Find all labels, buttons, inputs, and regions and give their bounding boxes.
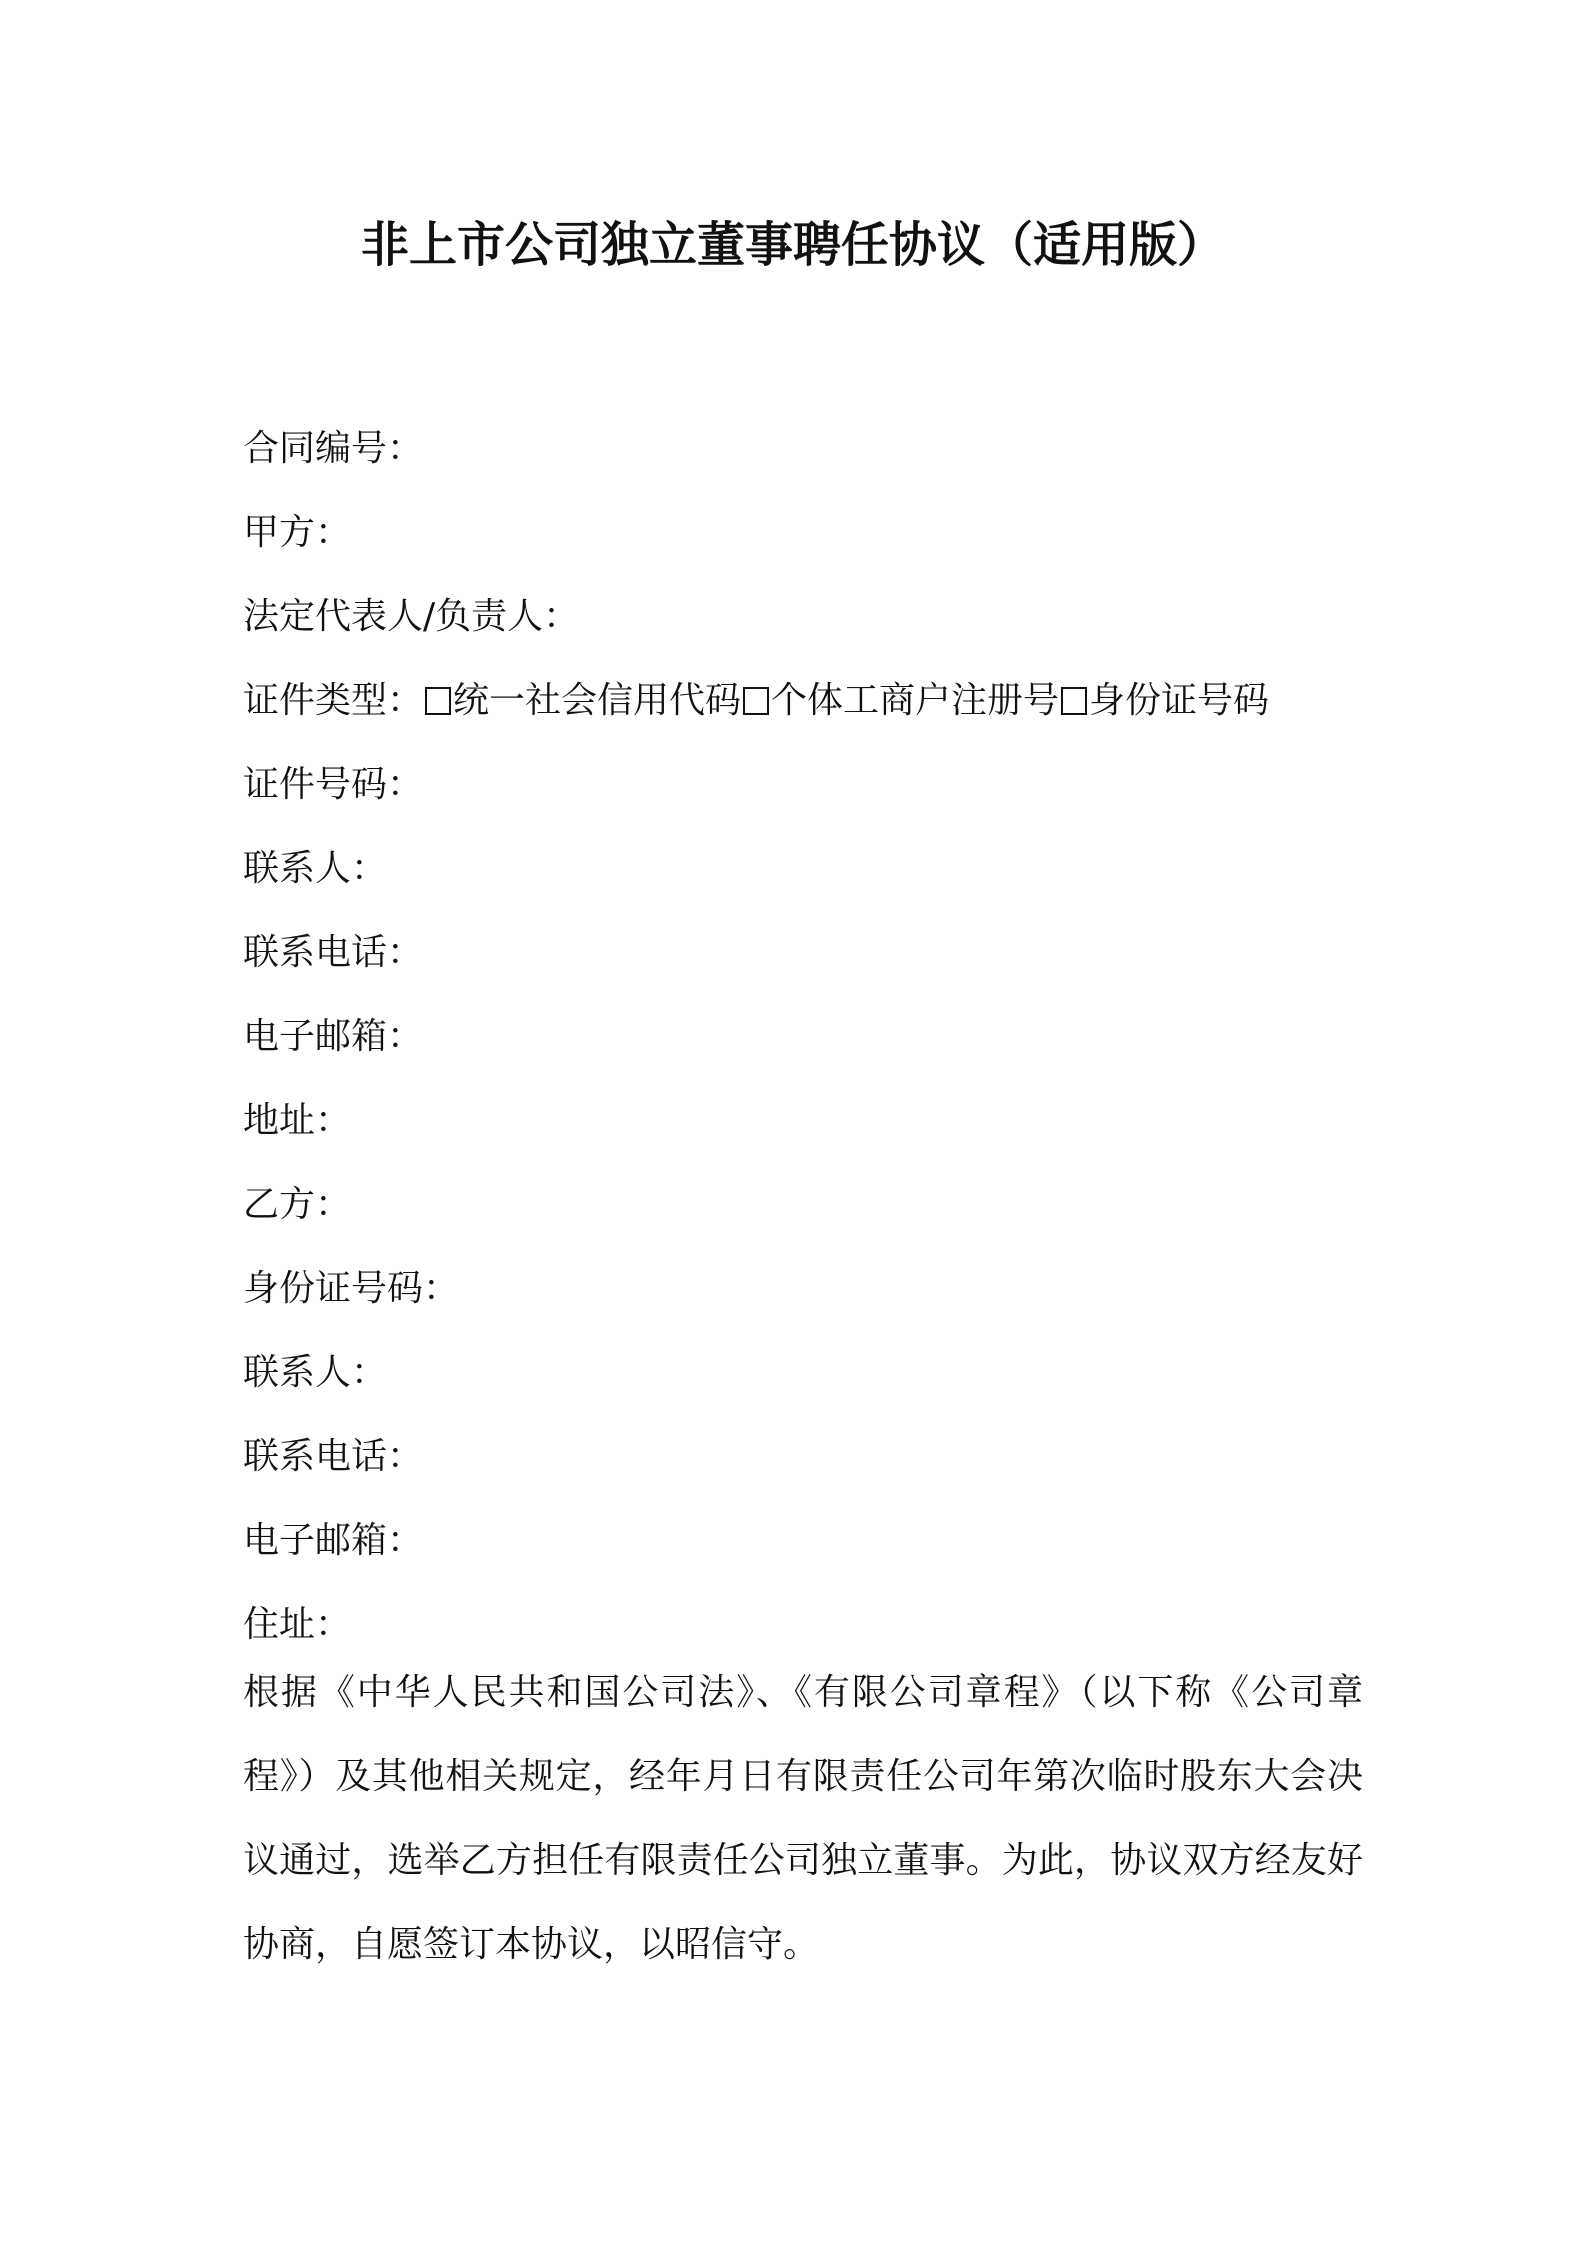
party-info-list <box>243 407 1363 1667</box>
party-a-phone-field: 联系电话： <box>243 932 424 973</box>
id-type-option-business-registration: 个体工商户注册号 <box>771 680 1060 721</box>
party-a-email-field: 电子邮箱： <box>243 1016 424 1057</box>
id-type-field <box>243 659 1363 743</box>
document-title: 非上市公司独立董事聘任协议（适用版） <box>360 217 1225 273</box>
id-number-field: 证件号码： <box>243 764 424 805</box>
party-a-field: 甲方： <box>243 512 352 553</box>
party-b-phone-field: 联系电话： <box>243 1436 424 1477</box>
party-b-contact-field: 联系人： <box>243 1352 388 1393</box>
checkbox-business-registration[interactable] <box>743 687 769 715</box>
party-b-id-field: 身份证号码： <box>243 1268 460 1309</box>
id-type-option-credit-code: 统一社会信用代码 <box>453 680 742 721</box>
party-b-email-field: 电子邮箱： <box>243 1520 424 1561</box>
legal-representative-field: 法定代表人/负责人： <box>243 596 580 637</box>
id-type-option-id-card: 身份证号码 <box>1089 680 1270 721</box>
checkbox-id-card[interactable] <box>1061 687 1087 715</box>
checkbox-credit-code[interactable] <box>425 687 451 715</box>
party-a-address-field: 地址： <box>243 1100 352 1141</box>
party-a-contact-field: 联系人： <box>243 848 388 889</box>
id-type-label: 证件类型： <box>243 680 424 721</box>
contract-number-field: 合同编号： <box>243 428 424 469</box>
preamble-paragraph: 根据《中华人民共和国公司法》、《有限公司章程》（以下称《公司章程》）及其他相关规定，经年月日有限责任公司年第次临时股东大会决议通过，选举乙方担任有限责任公司独立董事。为此，协议双方经友好协商，自愿签订本协议，以昭信守。 <box>243 1672 1363 1965</box>
party-b-address-field: 住址： <box>243 1604 352 1645</box>
party-b-field: 乙方： <box>243 1184 352 1225</box>
